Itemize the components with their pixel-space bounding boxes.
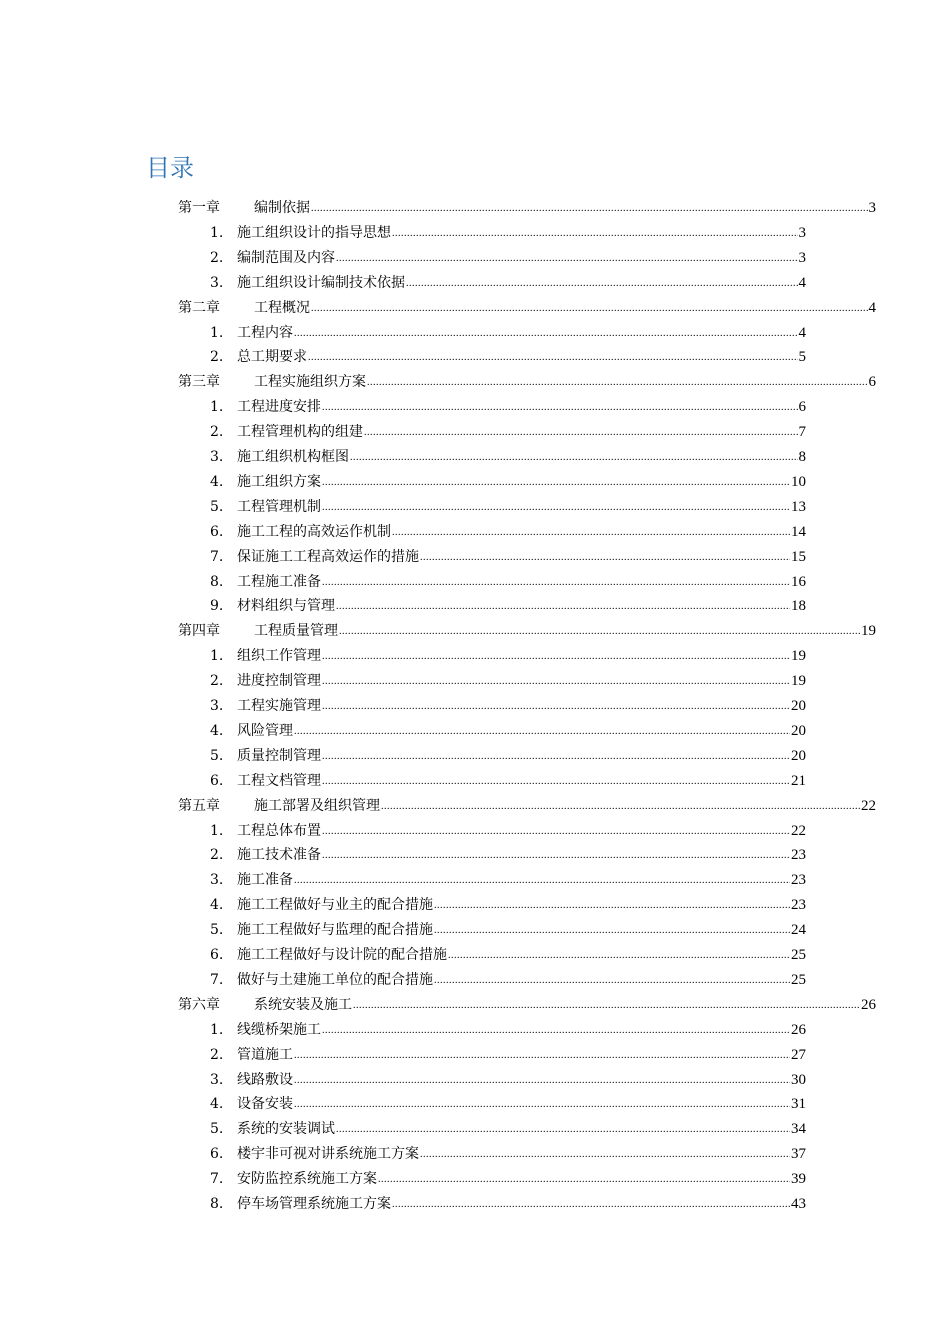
page-number: 4 — [798, 324, 806, 341]
toc-section-entry[interactable] — [210, 1192, 806, 1217]
toc-section-entry[interactable] — [210, 594, 806, 619]
toc-entry-title: 停车场管理系统施工方案 — [237, 1196, 391, 1212]
toc-section-entry[interactable] — [210, 843, 806, 868]
toc-section-entry[interactable] — [210, 893, 806, 918]
toc-section-entry[interactable] — [210, 520, 806, 545]
page-number: 3 — [868, 200, 876, 216]
dot-leader — [294, 321, 798, 346]
toc-section-entry[interactable] — [210, 570, 806, 595]
dot-leader — [322, 1018, 790, 1043]
toc-entry-title: 系统安装及施工 — [254, 996, 352, 1013]
toc-entry-title: 施工组织方案 — [237, 473, 321, 490]
toc-entry-title: 施工工程做好与设计院的配合措施 — [237, 947, 447, 963]
dot-leader — [294, 868, 790, 893]
toc-entry-title: 组织工作管理 — [237, 648, 321, 665]
toc-entry-title: 系统的安装调试 — [237, 1121, 335, 1138]
toc-section-entry[interactable] — [210, 1142, 806, 1167]
section-number: 4. — [210, 473, 224, 490]
toc-section-entry[interactable] — [210, 644, 806, 669]
toc-section-entry[interactable] — [210, 1043, 806, 1068]
toc-section-entry[interactable] — [210, 1167, 806, 1192]
page-number: 14 — [791, 523, 806, 540]
dot-leader — [308, 345, 798, 370]
toc-entry-title: 工程质量管理 — [254, 623, 338, 640]
toc-entry-title: 工程实施管理 — [237, 698, 321, 714]
chapter-number: 第一章 — [178, 200, 220, 216]
page-number: 16 — [791, 573, 806, 590]
toc-entry-title: 做好与土建施工单位的配合措施 — [237, 971, 433, 988]
page-number: 19 — [791, 673, 806, 690]
page-number: 39 — [791, 1171, 806, 1188]
section-number: 5. — [210, 1121, 224, 1138]
toc-section-entry[interactable] — [210, 1068, 806, 1093]
toc-section-entry[interactable] — [210, 221, 806, 246]
dot-leader — [322, 644, 790, 669]
dot-leader — [406, 271, 798, 296]
toc-chapter-entry[interactable] — [178, 619, 876, 644]
chapter-number: 第六章 — [178, 996, 220, 1013]
toc-heading: 目录 — [146, 154, 194, 182]
dot-leader — [322, 470, 790, 495]
section-number: 3. — [210, 872, 224, 889]
toc-section-entry[interactable] — [210, 445, 806, 470]
dot-leader — [322, 495, 790, 520]
section-number: 5. — [210, 922, 224, 939]
section-number: 3. — [210, 1071, 224, 1088]
dot-leader — [322, 744, 790, 769]
toc-entry-title: 编制依据 — [254, 200, 310, 216]
toc-entry-title: 保证施工工程高效运作的措施 — [237, 548, 419, 565]
section-number: 6. — [210, 1146, 224, 1163]
toc-entry-title: 施工准备 — [237, 872, 293, 889]
dot-leader — [294, 1068, 790, 1093]
toc-entry-title: 施工组织设计的指导思想 — [237, 224, 391, 241]
toc-entry-title: 工程施工准备 — [237, 573, 321, 590]
page-number: 24 — [791, 922, 806, 939]
toc-entry-title: 工程进度安排 — [237, 399, 321, 416]
toc-entry-title: 线缆桥架施工 — [237, 1021, 321, 1038]
page-number: 26 — [861, 996, 876, 1013]
dot-leader — [311, 196, 868, 221]
toc-section-entry[interactable] — [210, 345, 806, 370]
section-number: 4. — [210, 897, 224, 914]
dot-leader — [311, 296, 868, 321]
dot-leader — [392, 520, 790, 545]
dot-leader — [392, 221, 798, 246]
dot-leader — [378, 1167, 790, 1192]
toc-entry-title: 总工期要求 — [237, 349, 307, 366]
toc-chapter-entry[interactable] — [178, 794, 876, 819]
page-number: 34 — [791, 1121, 806, 1138]
toc-section-entry[interactable] — [210, 719, 806, 744]
page-number: 31 — [791, 1096, 806, 1113]
section-number: 6. — [210, 523, 224, 540]
toc-entry-title: 编制范围及内容 — [237, 249, 335, 266]
toc-chapter-entry[interactable] — [178, 296, 876, 321]
page-number: 8 — [798, 449, 806, 465]
toc-section-entry[interactable] — [210, 744, 806, 769]
toc-section-entry[interactable] — [210, 918, 806, 943]
page-number: 10 — [791, 473, 806, 490]
section-number: 2. — [210, 424, 224, 441]
toc-section-entry[interactable] — [210, 1018, 806, 1043]
dot-leader — [294, 1043, 790, 1068]
toc-entry-title: 质量控制管理 — [237, 747, 321, 764]
page-number: 20 — [791, 698, 806, 714]
section-number: 3. — [210, 698, 224, 714]
page-number: 4 — [868, 299, 876, 316]
chapter-number: 第二章 — [178, 299, 220, 316]
section-number: 6. — [210, 947, 224, 963]
dot-leader — [367, 370, 868, 395]
toc-section-entry[interactable] — [210, 769, 806, 794]
page-number: 23 — [791, 847, 806, 864]
section-number: 1. — [210, 1021, 224, 1038]
dot-leader — [392, 1192, 790, 1217]
toc-section-entry[interactable] — [210, 1092, 806, 1117]
toc-section-entry[interactable] — [210, 321, 806, 346]
page-number: 22 — [861, 797, 876, 814]
page-number: 26 — [791, 1021, 806, 1038]
section-number: 8. — [210, 573, 224, 590]
section-number: 1. — [210, 224, 224, 241]
dot-leader — [339, 619, 860, 644]
toc-entry-title: 施工工程做好与业主的配合措施 — [237, 897, 433, 914]
dot-leader — [434, 918, 790, 943]
page-number: 43 — [791, 1196, 806, 1212]
page-number: 20 — [791, 722, 806, 739]
dot-leader — [322, 843, 790, 868]
dot-leader — [294, 719, 790, 744]
toc-entry-title: 工程总体布置 — [237, 822, 321, 839]
toc-entry-title: 施工技术准备 — [237, 847, 321, 864]
toc-chapter-entry[interactable] — [178, 196, 876, 221]
toc-entry-title: 工程概况 — [254, 299, 310, 316]
toc-entry-title: 楼宇非可视对讲系统施工方案 — [237, 1146, 419, 1163]
toc-section-entry[interactable] — [210, 968, 806, 993]
page-number: 23 — [791, 872, 806, 889]
page-number: 7 — [798, 424, 806, 441]
dot-leader — [420, 1142, 790, 1167]
toc-entry-title: 施工工程做好与监理的配合措施 — [237, 922, 433, 939]
page-number: 19 — [861, 623, 876, 640]
chapter-number: 第五章 — [178, 797, 220, 814]
dot-leader — [448, 943, 790, 968]
section-number: 2. — [210, 847, 224, 864]
page-number: 27 — [791, 1046, 806, 1063]
section-number: 1. — [210, 648, 224, 665]
toc-entry-title: 材料组织与管理 — [237, 598, 335, 615]
page-number: 37 — [791, 1146, 806, 1163]
section-number: 2. — [210, 1046, 224, 1063]
dot-leader — [350, 445, 798, 470]
toc-section-entry[interactable] — [210, 470, 806, 495]
section-number: 2. — [210, 349, 224, 366]
toc-section-entry[interactable] — [210, 246, 806, 271]
page-number: 23 — [791, 897, 806, 914]
toc-entry-title: 施工工程的高效运作机制 — [237, 523, 391, 540]
section-number: 2. — [210, 673, 224, 690]
section-number: 6. — [210, 772, 224, 789]
toc-section-entry[interactable] — [210, 669, 806, 694]
page-number: 25 — [791, 947, 806, 963]
toc-section-entry[interactable] — [210, 395, 806, 420]
toc-section-entry[interactable] — [210, 420, 806, 445]
toc-entry-title: 工程实施组织方案 — [254, 374, 366, 391]
page-number: 6 — [868, 374, 876, 391]
toc-chapter-entry[interactable] — [178, 370, 876, 395]
toc-entry-title: 进度控制管理 — [237, 673, 321, 690]
toc-entry-title: 工程管理机构的组建 — [237, 424, 363, 441]
section-number: 1. — [210, 399, 224, 416]
section-number: 7. — [210, 1171, 224, 1188]
page-number: 3 — [798, 249, 806, 266]
toc-section-entry[interactable] — [210, 819, 806, 844]
toc-entry-title: 施工组织设计编制技术依据 — [237, 274, 405, 291]
toc-entry-title: 风险管理 — [237, 722, 293, 739]
dot-leader — [322, 669, 790, 694]
section-number: 3. — [210, 449, 224, 465]
dot-leader — [322, 694, 790, 719]
toc-section-entry[interactable] — [210, 495, 806, 520]
toc-section-entry[interactable] — [210, 868, 806, 893]
section-number: 5. — [210, 747, 224, 764]
toc-entry-title: 安防监控系统施工方案 — [237, 1171, 377, 1188]
page-number: 4 — [798, 274, 806, 291]
page-number: 5 — [798, 349, 806, 366]
page-number: 21 — [791, 772, 806, 789]
section-number: 3. — [210, 274, 224, 291]
dot-leader — [336, 594, 790, 619]
dot-leader — [322, 395, 798, 420]
toc-entry-title: 工程管理机制 — [237, 498, 321, 515]
dot-leader — [336, 246, 798, 271]
dot-leader — [322, 819, 790, 844]
page-number: 20 — [791, 747, 806, 764]
page-number: 15 — [791, 548, 806, 565]
section-number: 4. — [210, 722, 224, 739]
toc-entry-title: 线路敷设 — [237, 1071, 293, 1088]
page-number: 13 — [791, 498, 806, 515]
toc-section-entry[interactable] — [210, 694, 806, 719]
section-number: 1. — [210, 324, 224, 341]
page-number: 30 — [791, 1071, 806, 1088]
page-number: 18 — [791, 598, 806, 615]
toc-section-entry[interactable] — [210, 545, 806, 570]
section-number: 5. — [210, 498, 224, 515]
dot-leader — [336, 1117, 790, 1142]
toc-section-entry[interactable] — [210, 943, 806, 968]
toc-entry-title: 施工组织机构框图 — [237, 449, 349, 465]
dot-leader — [353, 993, 860, 1018]
dot-leader — [322, 570, 790, 595]
toc-section-entry[interactable] — [210, 271, 806, 296]
page-number: 3 — [798, 224, 806, 241]
page-number: 6 — [798, 399, 806, 416]
section-number: 7. — [210, 548, 224, 565]
toc-entry-title: 设备安装 — [237, 1096, 293, 1113]
section-number: 1. — [210, 822, 224, 839]
section-number: 4. — [210, 1096, 224, 1113]
toc-entry-title: 工程文档管理 — [237, 772, 321, 789]
dot-leader — [364, 420, 798, 445]
toc-entry-title: 管道施工 — [237, 1046, 293, 1063]
toc-entry-title: 施工部署及组织管理 — [254, 797, 380, 814]
dot-leader — [294, 1092, 790, 1117]
dot-leader — [420, 545, 790, 570]
page-number: 25 — [791, 971, 806, 988]
chapter-number: 第三章 — [178, 374, 220, 391]
toc-entry-title: 工程内容 — [237, 324, 293, 341]
section-number: 8. — [210, 1196, 224, 1212]
dot-leader — [381, 794, 860, 819]
section-number: 9. — [210, 598, 224, 615]
page-number: 19 — [791, 648, 806, 665]
toc-section-entry[interactable] — [210, 1117, 806, 1142]
chapter-number: 第四章 — [178, 623, 220, 640]
dot-leader — [322, 769, 790, 794]
section-number: 7. — [210, 971, 224, 988]
toc-chapter-entry[interactable] — [178, 993, 876, 1018]
page-number: 22 — [791, 822, 806, 839]
section-number: 2. — [210, 249, 224, 266]
dot-leader — [434, 893, 790, 918]
dot-leader — [434, 968, 790, 993]
